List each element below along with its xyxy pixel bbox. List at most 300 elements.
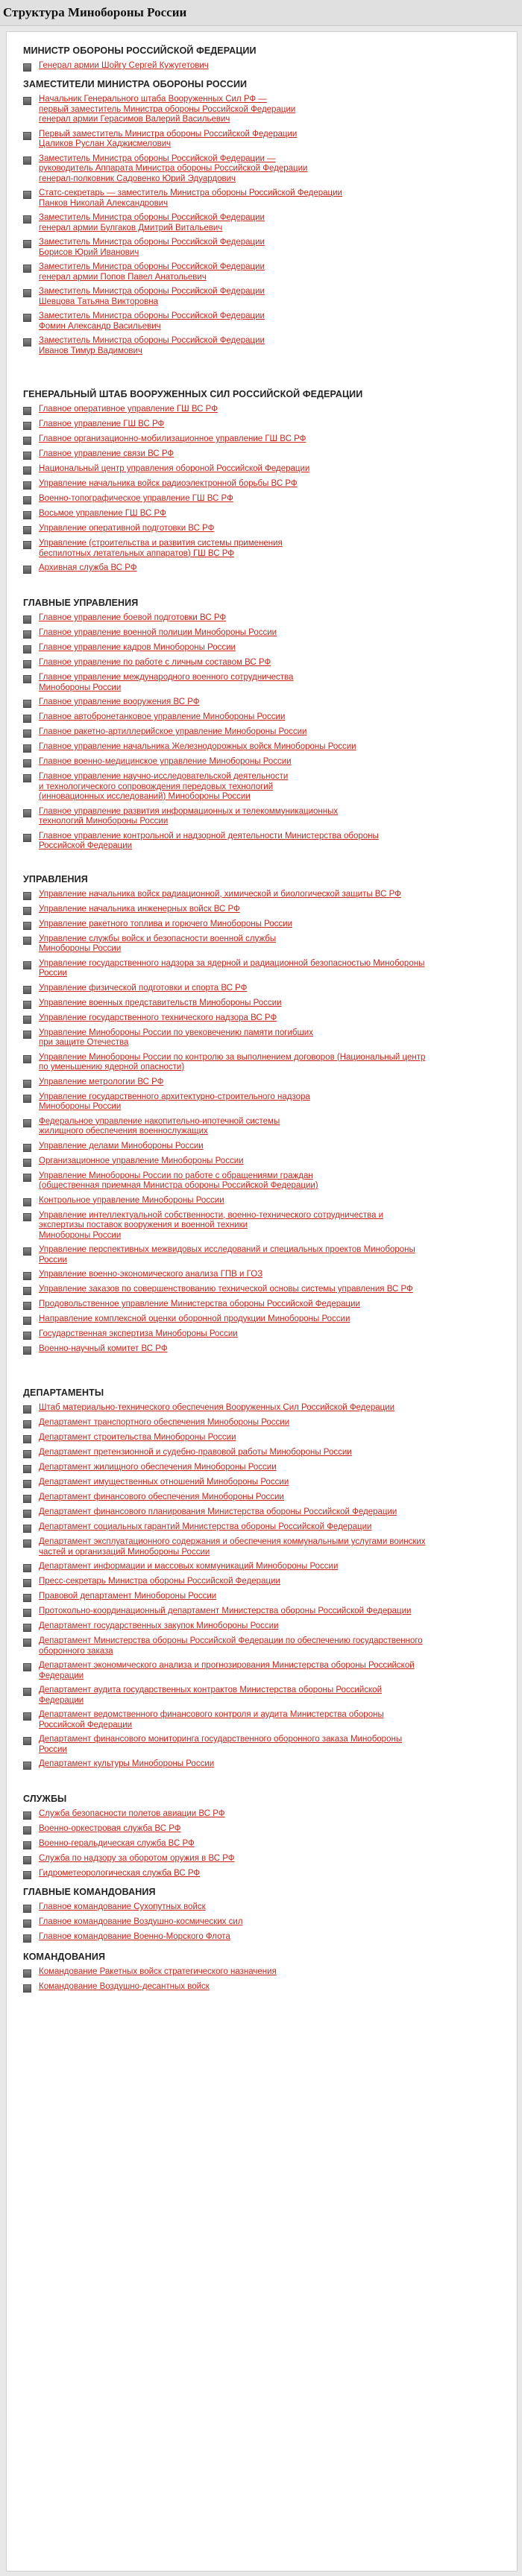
structure-link[interactable]: Управление ракетного топлива и горючего Минобороны России [39, 919, 292, 928]
square-bullet-icon [23, 1465, 31, 1473]
structure-link[interactable]: Главное управление контрольной и надзорной деятельности Министерства обороны Российской Федерации [39, 831, 379, 850]
square-bullet-icon [23, 986, 31, 994]
list-item [23, 1245, 500, 1265]
structure-link[interactable]: Департамент государственных закупок Минобороны России [39, 1621, 279, 1630]
square-bullet-icon [23, 1055, 31, 1063]
square-bullet-icon [23, 1435, 31, 1443]
section-main-directorates [23, 598, 500, 852]
structure-link[interactable]: Главное военно-медицинское управление Минобороны России [39, 757, 292, 766]
structure-link[interactable]: Главное управление научно-исследовательской деятельности и технологического сопровождения передовых технологий (инновационных исследований) Минобороны России [39, 772, 289, 801]
list-item [23, 1300, 500, 1310]
square-bullet-icon [23, 1639, 31, 1647]
structure-link[interactable]: Начальник Генерального штаба Вооруженных Сил РФ — первый заместитель Министра обороны Российской Федерации генерал армии Герасимов Валерий Васильевич [39, 95, 296, 124]
structure-link[interactable]: Департамент социальных гарантий Министерства обороны Российской Федерации [39, 1522, 372, 1531]
structure-link[interactable]: Департамент финансового мониторинга государственного оборонного заказа Минобороны России [39, 1735, 403, 1754]
section-deputies [23, 79, 500, 356]
structure-link[interactable]: Департамент ведомственного финансового контроля и аудита Министерства обороны Российской Федерации [39, 1710, 384, 1730]
link-list [23, 1967, 500, 1993]
list-item [23, 154, 500, 185]
square-bullet-icon [23, 1663, 31, 1671]
structure-link[interactable]: Главное управление военной полиции Минобороны России [39, 628, 277, 637]
list-item [23, 1917, 500, 1928]
structure-link[interactable]: Заместитель Министра обороны Российской Федерации генерал армии Попов Павел Анатольевич [39, 262, 265, 282]
square-bullet-icon [23, 156, 31, 165]
structure-link[interactable]: Управление службы войск и безопасности военной службы Минобороны России [39, 934, 277, 953]
list-item [23, 1117, 500, 1137]
structure-link[interactable]: Департамент эксплуатационного содержания и обеспечения коммунальными услугами воинских частей и организаций Минобороны России [39, 1537, 426, 1557]
square-bullet-icon [23, 937, 31, 945]
square-bullet-icon [23, 774, 31, 782]
list-item [23, 934, 500, 955]
section-commands [23, 1952, 500, 1993]
sections-container [7, 32, 517, 1993]
list-item [23, 130, 500, 150]
list-item [23, 999, 500, 1009]
square-bullet-icon [23, 1811, 31, 1820]
square-bullet-icon [23, 660, 31, 668]
square-bullet-icon [23, 314, 31, 322]
list-item [23, 1710, 500, 1730]
structure-link[interactable]: Департамент строительства Минобороны России [39, 1433, 236, 1442]
square-bullet-icon [23, 240, 31, 248]
structure-link[interactable]: Главное управление связи ВС РФ [39, 449, 174, 458]
square-bullet-icon [23, 1841, 31, 1849]
square-bullet-icon [23, 1031, 31, 1039]
link-list [23, 61, 500, 72]
structure-link[interactable]: Военно-научный комитет ВС РФ [39, 1344, 168, 1353]
list-item [23, 1329, 500, 1340]
square-bullet-icon [23, 265, 31, 273]
structure-link[interactable]: Направление комплексной оценки оборонной продукции Минобороны России [39, 1314, 350, 1323]
list-item [23, 1433, 500, 1443]
list-item [23, 287, 500, 307]
square-bullet-icon [23, 715, 31, 723]
square-bullet-icon [23, 1762, 31, 1770]
structure-panel [6, 31, 518, 2572]
square-bullet-icon [23, 1920, 31, 1928]
list-item [23, 1507, 500, 1518]
square-bullet-icon [23, 1159, 31, 1167]
square-bullet-icon [23, 615, 31, 624]
square-bullet-icon [23, 496, 31, 504]
section-title: СЛУЖБЫ [23, 1794, 67, 1804]
structure-link[interactable]: Заместитель Министра обороны Российской Федерации генерал армии Булгаков Дмитрий Витальевич [39, 213, 265, 232]
list-item [23, 697, 500, 708]
list-item [23, 658, 500, 668]
structure-link[interactable]: Архивная служба ВС РФ [39, 563, 137, 572]
square-bullet-icon [23, 834, 31, 842]
structure-link[interactable]: Протокольно-координационный департамент Министерства обороны Российской Федерации [39, 1607, 412, 1615]
structure-link[interactable]: Управление делами Минобороны России [39, 1141, 204, 1151]
structure-link[interactable]: Главное управление по работе с личным составом ВС РФ [39, 658, 271, 667]
list-item [23, 1092, 500, 1113]
square-bullet-icon [23, 1856, 31, 1864]
square-bullet-icon [23, 892, 31, 900]
list-item [23, 1577, 500, 1587]
square-bullet-icon [23, 481, 31, 490]
square-bullet-icon [23, 63, 31, 72]
square-bullet-icon [23, 526, 31, 534]
structure-link[interactable]: Штаб материально-технического обеспечения Вооруженных Сил Российской Федерации [39, 1403, 395, 1412]
list-item [23, 1759, 500, 1770]
structure-link[interactable]: Главное управление развития информационных и телекоммуникационных технологий Минобороны России [39, 806, 339, 826]
square-bullet-icon [23, 1332, 31, 1340]
structure-link[interactable]: Управление Минобороны России по работе с обращениями граждан (общественная приемная Министра обороны Российской Федерации) [39, 1171, 318, 1190]
square-bullet-icon [23, 452, 31, 460]
structure-link[interactable]: Управление Минобороны России по контролю за выполнением договоров (Национальный центр по уменьшению ядерной опасности) [39, 1052, 426, 1072]
list-item [23, 405, 500, 415]
structure-link[interactable]: Главное ракетно-артиллерийское управление Минобороны России [39, 727, 307, 736]
section-minister [23, 45, 500, 72]
link-list [23, 1902, 500, 1943]
structure-link[interactable]: Контрольное управление Минобороны России [39, 1195, 224, 1205]
structure-link[interactable]: Заместитель Министра обороны Российской Федерации Иванов Тимур Вадимович [39, 336, 265, 355]
list-item [23, 61, 500, 72]
square-bullet-icon [23, 645, 31, 654]
square-bullet-icon [23, 1624, 31, 1632]
list-item [23, 1686, 500, 1706]
list-item [23, 1211, 500, 1241]
list-item [23, 712, 500, 723]
square-bullet-icon [23, 1080, 31, 1088]
section-title: ГЕНЕРАЛЬНЫЙ ШТАБ ВООРУЖЕННЫХ СИЛ РОССИЙСКОЙ ФЕДЕРАЦИИ [23, 389, 363, 399]
list-item [23, 1463, 500, 1473]
list-item [23, 1418, 500, 1428]
square-bullet-icon [23, 1510, 31, 1518]
list-item [23, 890, 500, 900]
page-title: Структура Минобороны России [3, 5, 187, 19]
square-bullet-icon [23, 437, 31, 445]
square-bullet-icon [23, 1594, 31, 1602]
structure-link[interactable]: Управление военно-экономического анализа ГПВ и ГОЗ [39, 1270, 263, 1279]
structure-link[interactable]: Главное командование Военно-Морского Флота [39, 1932, 230, 1941]
square-bullet-icon [23, 907, 31, 915]
list-item [23, 1607, 500, 1617]
list-item [23, 1809, 500, 1820]
structure-link[interactable]: Управление государственного архитектурно-строительного надзора Минобороны России [39, 1092, 310, 1111]
structure-link[interactable]: Заместитель Министра обороны Российской Федерации Борисов Юрий Иванович [39, 238, 265, 257]
link-list [23, 95, 500, 356]
list-item [23, 336, 500, 356]
square-bullet-icon [23, 1525, 31, 1533]
square-bullet-icon [23, 1539, 31, 1548]
structure-link[interactable]: Федеральное управление накопительно-ипотечной системы жилищного обеспечения военнослужащих [39, 1116, 280, 1136]
structure-link[interactable]: Департамент жилищного обеспечения Минобороны России [39, 1463, 277, 1472]
structure-link[interactable]: Заместитель Министра обороны Российской Федерации Фомин Александр Васильевич [39, 311, 265, 331]
list-item [23, 563, 500, 574]
link-list [23, 613, 500, 852]
list-item [23, 189, 500, 209]
list-item [23, 1314, 500, 1325]
structure-link[interactable]: Департамент Министерства обороны Российской Федерации по обеспечению государственного оборонного заказа [39, 1636, 423, 1656]
square-bullet-icon [23, 541, 31, 549]
structure-link[interactable]: Первый заместитель Министра обороны Российской Федерации Цаликов Руслан Хаджисмелович [39, 129, 298, 148]
structure-link[interactable]: Заместитель Министра обороны Российской Федерации Шевцова Татьяна Викторовна [39, 287, 265, 306]
square-bullet-icon [23, 97, 31, 105]
list-item [23, 1156, 500, 1167]
square-bullet-icon [23, 1287, 31, 1295]
square-bullet-icon [23, 1119, 31, 1127]
structure-link[interactable]: Генерал армии Шойгу Сергей Кужугетович [39, 61, 209, 70]
structure-link[interactable]: Главное управление международного военного сотрудничества Минобороны России [39, 673, 294, 692]
list-item [23, 1493, 500, 1503]
square-bullet-icon [23, 1969, 31, 1978]
list-item [23, 727, 500, 738]
list-item [23, 1592, 500, 1602]
structure-link[interactable]: Департамент информации и массовых коммуникаций Минобороны России [39, 1562, 339, 1571]
square-bullet-icon [23, 511, 31, 519]
structure-link[interactable]: Национальный центр управления обороной Российской Федерации [39, 464, 310, 473]
structure-link[interactable]: Управление заказов по совершенствованию технической основы системы управления ВС РФ [39, 1285, 413, 1294]
square-bullet-icon [23, 1346, 31, 1355]
square-bullet-icon [23, 1095, 31, 1103]
structure-link[interactable]: Управление начальника инженерных войск ВС РФ [39, 904, 240, 914]
square-bullet-icon [23, 1317, 31, 1325]
list-item [23, 1661, 500, 1681]
structure-link[interactable]: Главное оперативное управление ГШ ВС РФ [39, 405, 218, 414]
square-bullet-icon [23, 630, 31, 639]
square-bullet-icon [23, 1420, 31, 1428]
structure-link[interactable]: Главное управление кадров Минобороны России [39, 643, 236, 652]
structure-link[interactable]: Пресс-секретарь Министра обороны Российской Федерации [39, 1577, 280, 1586]
structure-link[interactable]: Управление метрологии ВС РФ [39, 1077, 164, 1086]
list-item [23, 643, 500, 654]
list-item [23, 1448, 500, 1458]
list-item [23, 449, 500, 460]
structure-link[interactable]: Главное управление ГШ ВС РФ [39, 420, 165, 428]
square-bullet-icon [23, 1405, 31, 1414]
list-item [23, 1196, 500, 1206]
list-item [23, 920, 500, 930]
structure-link[interactable]: Продовольственное управление Министерства обороны Российской Федерации [39, 1300, 360, 1308]
square-bullet-icon [23, 1688, 31, 1696]
link-list [23, 1809, 500, 1879]
structure-link[interactable]: Главное командование Воздушно-космических сил [39, 1917, 243, 1926]
list-item [23, 1077, 500, 1088]
square-bullet-icon [23, 1495, 31, 1503]
structure-link[interactable]: Служба по надзору за оборотом оружия в ВС РФ [39, 1854, 235, 1863]
structure-link[interactable]: Управление перспективных межвидовых исследований и специальных проектов Минобороны России [39, 1245, 415, 1265]
square-bullet-icon [23, 289, 31, 297]
structure-link[interactable]: Департамент экономического анализа и прогнозирования Министерства обороны Российской Федерации [39, 1661, 415, 1680]
list-item [23, 1982, 500, 1993]
list-item [23, 1142, 500, 1152]
structure-link[interactable]: Статс-секретарь — заместитель Министра обороны Российской Федерации Панков Николай Александрович [39, 189, 342, 208]
structure-link[interactable]: Управление начальника войск радиационной, химической и биологической защиты ВС РФ [39, 889, 401, 899]
list-item [23, 1478, 500, 1488]
list-item [23, 1403, 500, 1414]
square-bullet-icon [23, 1712, 31, 1721]
square-bullet-icon [23, 1016, 31, 1024]
list-item [23, 742, 500, 753]
structure-link[interactable]: Управление физической подготовки и спорта ВС РФ [39, 983, 248, 993]
list-item [23, 1735, 500, 1755]
structure-link[interactable]: Служба безопасности полетов авиации ВС РФ [39, 1809, 225, 1818]
square-bullet-icon [23, 1934, 31, 1943]
list-item [23, 772, 500, 803]
section-title: УПРАВЛЕНИЯ [23, 873, 88, 884]
square-bullet-icon [23, 961, 31, 969]
list-item [23, 1270, 500, 1280]
section-title: ДЕПАРТАМЕНТЫ [23, 1387, 104, 1398]
section-title: КОМАНДОВАНИЯ [23, 1952, 106, 1962]
structure-link[interactable]: Правовой департамент Минобороны России [39, 1592, 217, 1601]
list-item [23, 539, 500, 559]
square-bullet-icon [23, 1213, 31, 1221]
square-bullet-icon [23, 1871, 31, 1879]
structure-link[interactable]: Управление начальника войск радиоэлектронной борьбы ВС РФ [39, 479, 298, 488]
list-item [23, 1013, 500, 1024]
list-item [23, 238, 500, 258]
section-departments [23, 1387, 500, 1770]
link-list [23, 890, 500, 1355]
list-item [23, 757, 500, 768]
structure-link[interactable]: Департамент претензионной и судебно-правовой работы Минобороны России [39, 1448, 352, 1457]
list-item [23, 420, 500, 430]
structure-link[interactable]: Восьмое управление ГШ ВС РФ [39, 509, 166, 518]
square-bullet-icon [23, 1905, 31, 1913]
list-item [23, 832, 500, 852]
structure-link[interactable]: Главное автобронетанковое управление Минобороны России [39, 712, 286, 721]
square-bullet-icon [23, 338, 31, 346]
list-item [23, 1902, 500, 1913]
list-item [23, 905, 500, 915]
structure-link[interactable]: Департамент финансового планирования Министерства обороны Российской Федерации [39, 1507, 397, 1516]
list-item [23, 1522, 500, 1533]
list-item [23, 1285, 500, 1295]
list-item [23, 95, 500, 125]
structure-link[interactable]: Управление интеллектуальной собственности, военно-технического сотрудничества и экспертизы поставок вооружения и военной техники Минобороны России [39, 1210, 384, 1240]
structure-link[interactable]: Главное управление вооружения ВС РФ [39, 697, 200, 706]
square-bullet-icon [23, 407, 31, 415]
section-title: МИНИСТР ОБОРОНЫ РОССИЙСКОЙ ФЕДЕРАЦИИ [23, 45, 257, 56]
square-bullet-icon [23, 1450, 31, 1458]
list-item [23, 524, 500, 534]
square-bullet-icon [23, 1247, 31, 1256]
list-item [23, 434, 500, 445]
list-item [23, 959, 500, 979]
square-bullet-icon [23, 1198, 31, 1206]
section-general-staff [23, 389, 500, 574]
link-list [23, 1403, 500, 1770]
structure-link[interactable]: Департамент аудита государственных контрактов Министерства обороны Российской Федерации [39, 1686, 382, 1705]
list-item [23, 1344, 500, 1355]
list-item [23, 807, 500, 827]
square-bullet-icon [23, 422, 31, 430]
structure-link[interactable]: Департамент имущественных отношений Минобороны России [39, 1478, 289, 1487]
structure-link[interactable]: Департамент транспортного обеспечения Минобороны России [39, 1418, 290, 1427]
square-bullet-icon [23, 1480, 31, 1488]
list-item [23, 509, 500, 519]
page-header [0, 0, 522, 26]
square-bullet-icon [23, 466, 31, 475]
list-item [23, 1869, 500, 1879]
list-item [23, 1636, 500, 1656]
structure-link[interactable]: Департамент культуры Минобороны России [39, 1759, 215, 1768]
list-item [23, 1028, 500, 1048]
structure-link[interactable]: Организационное управление Минобороны России [39, 1156, 244, 1165]
list-item [23, 464, 500, 475]
square-bullet-icon [23, 132, 31, 140]
list-item [23, 213, 500, 233]
list-item [23, 1839, 500, 1849]
structure-link[interactable]: Главное управление боевой подготовки ВС РФ [39, 613, 227, 622]
structure-link[interactable]: Управление государственного надзора за ядерной и радиационной безопасностью Минобороны России [39, 958, 425, 978]
structure-link[interactable]: Военно-топографическое управление ГШ ВС РФ [39, 494, 233, 503]
list-item [23, 1562, 500, 1572]
structure-link[interactable]: Главное командование Сухопутных войск [39, 1902, 206, 1911]
square-bullet-icon [23, 730, 31, 738]
list-item [23, 1967, 500, 1978]
square-bullet-icon [23, 1272, 31, 1280]
list-item [23, 311, 500, 332]
square-bullet-icon [23, 759, 31, 768]
structure-link[interactable]: Командование Ракетных войск стратегического назначения [39, 1967, 277, 1976]
structure-link[interactable]: Военно-геральдическая служба ВС РФ [39, 1839, 195, 1848]
square-bullet-icon [23, 566, 31, 574]
list-item [23, 628, 500, 639]
square-bullet-icon [23, 1144, 31, 1152]
list-item [23, 494, 500, 504]
structure-link[interactable]: Управление (строительства и развития системы применения беспилотных летательных аппаратов) ГШ ВС РФ [39, 539, 283, 558]
square-bullet-icon [23, 191, 31, 199]
list-item [23, 673, 500, 693]
structure-link[interactable]: Гидрометеорологическая служба ВС РФ [39, 1869, 201, 1878]
section-services [23, 1794, 500, 1879]
square-bullet-icon [23, 809, 31, 817]
section-title: ЗАМЕСТИТЕЛИ МИНИСТРА ОБОРОНЫ РОССИИ [23, 79, 248, 89]
list-item [23, 1854, 500, 1864]
list-item [23, 613, 500, 624]
structure-link[interactable]: Командование Воздушно-десантных войск [39, 1982, 210, 1991]
square-bullet-icon [23, 744, 31, 753]
square-bullet-icon [23, 1174, 31, 1182]
structure-link[interactable]: Управление оперативной подготовки ВС РФ [39, 524, 215, 533]
list-item [23, 1932, 500, 1943]
structure-link[interactable]: Главное управление начальника Железнодорожных войск Минобороны России [39, 742, 356, 751]
structure-link[interactable]: Заместитель Министра обороны Российской Федерации — руководитель Аппарата Министра обороны Российской Федерации генерал-полковник Садовенко Юрий Эдуардович [39, 154, 308, 183]
square-bullet-icon [23, 700, 31, 708]
section-title: ГЛАВНЫЕ КОМАНДОВАНИЯ [23, 1887, 156, 1897]
structure-link[interactable]: Государственная экспертиза Минобороны России [39, 1329, 238, 1338]
square-bullet-icon [23, 215, 31, 224]
section-title: ГЛАВНЫЕ УПРАВЛЕНИЯ [23, 598, 139, 608]
list-item [23, 1053, 500, 1073]
square-bullet-icon [23, 1001, 31, 1009]
section-directorates [23, 874, 500, 1355]
list-item [23, 984, 500, 994]
square-bullet-icon [23, 1302, 31, 1310]
structure-link[interactable]: Управление Минобороны России по увековечению памяти погибших при защите Отечества [39, 1028, 313, 1047]
square-bullet-icon [23, 675, 31, 683]
list-item [23, 262, 500, 282]
square-bullet-icon [23, 1984, 31, 1993]
square-bullet-icon [23, 922, 31, 930]
square-bullet-icon [23, 1564, 31, 1572]
square-bullet-icon [23, 1737, 31, 1745]
list-item [23, 1537, 500, 1557]
structure-link[interactable]: Департамент финансового обеспечения Минобороны России [39, 1493, 284, 1501]
square-bullet-icon [23, 1609, 31, 1617]
list-item [23, 1824, 500, 1835]
square-bullet-icon [23, 1579, 31, 1587]
structure-link[interactable]: Главное организационно-мобилизационное управление ГШ ВС РФ [39, 434, 306, 443]
list-item [23, 1171, 500, 1192]
list-item [23, 1621, 500, 1632]
structure-link[interactable]: Военно-оркестровая служба ВС РФ [39, 1824, 181, 1833]
structure-link[interactable]: Управление государственного технического надзора ВС РФ [39, 1013, 277, 1022]
structure-link[interactable]: Управление военных представительств Минобороны России [39, 998, 282, 1007]
